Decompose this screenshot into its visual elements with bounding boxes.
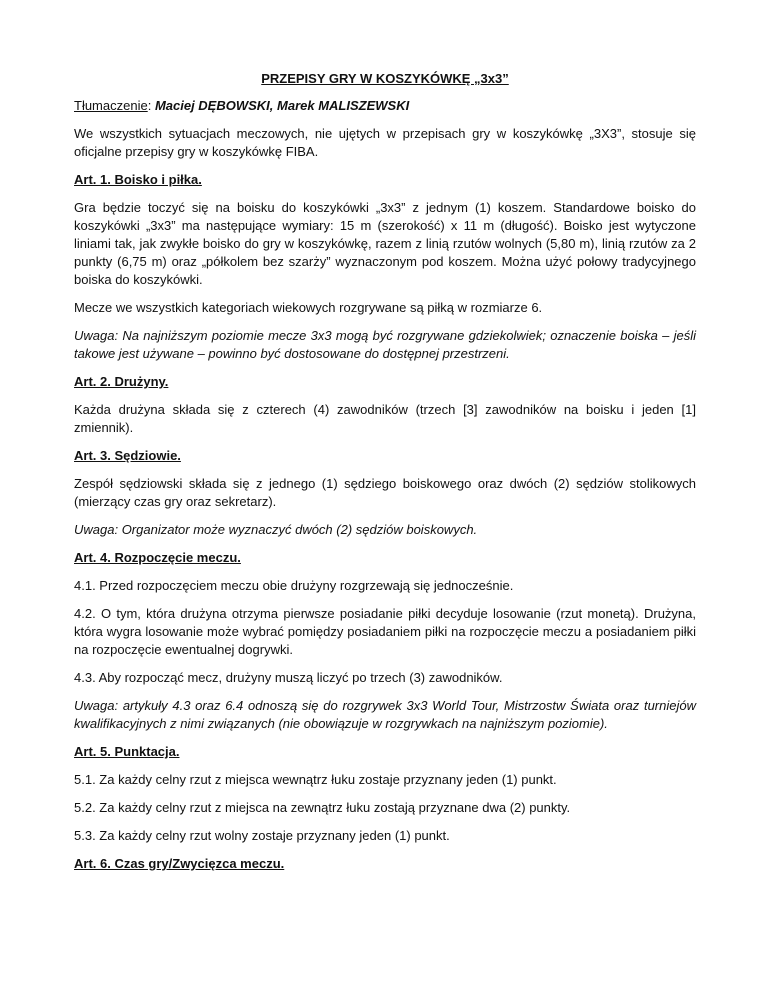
- art2-heading: Art. 2. Drużyny.: [74, 374, 169, 389]
- art3-note: Uwaga: Organizator może wyznaczyć dwóch (2) sędziów boiskowych.: [74, 522, 478, 537]
- art1-note: Uwaga: Na najniższym poziomie mecze 3x3 mogą być rozgrywane gdziekolwiek; oznaczenie boiska – jeśli takowe jest używane – powinno być dostosowane do dostępnej przestrzeni.: [74, 328, 696, 361]
- art1-heading: Art. 1. Boisko i piłka.: [74, 172, 202, 187]
- translator-names: Maciej DĘBOWSKI, Marek MALISZEWSKI: [154, 98, 410, 113]
- art3-paragraph-1: Zespół sędziowski składa się z jednego (1) sędziego boiskowego oraz dwóch (2) sędziów stolikowych (mierzący czas gry oraz sekretarz).: [74, 476, 696, 509]
- art5-heading: Art. 5. Punktacja.: [74, 744, 180, 759]
- art1-paragraph-2: Mecze we wszystkich kategoriach wiekowych rozgrywane są piłką w rozmiarze 6.: [74, 300, 543, 315]
- art4-note: Uwaga: artykuły 4.3 oraz 6.4 odnoszą się do rozgrywek 3x3 World Tour, Mistrzostw Świata oraz turniejów kwalifikacyjnych z nimi związanych (nie obowiązuje w rozgrywkach na najniższym poziomie).: [74, 698, 696, 731]
- art2-paragraph-1: Każda drużyna składa się z czterech (4) zawodników (trzech [3] zawodników na boisku i jeden [1] zmiennik).: [74, 402, 696, 435]
- intro-paragraph: We wszystkich sytuacjach meczowych, nie ujętych w przepisach gry w koszykówkę „3X3”, stosuje się oficjalne przepisy gry w koszykówkę FIBA.: [74, 126, 696, 159]
- art5-paragraph-2: 5.2. Za każdy celny rzut z miejsca na zewnątrz łuku zostają przyznane dwa (2) punkty.: [74, 800, 571, 815]
- art6-heading: Art. 6. Czas gry/Zwycięzca meczu.: [74, 856, 285, 871]
- translation-separator: :: [147, 98, 155, 113]
- translation-line: [74, 97, 696, 115]
- art4-heading: Art. 4. Rozpoczęcie meczu.: [74, 550, 241, 565]
- art4-paragraph-1: 4.1. Przed rozpoczęciem meczu obie drużyny rozgrzewają się jednocześnie.: [74, 578, 514, 593]
- translation-label: Tłumaczenie: [74, 98, 148, 113]
- art5-paragraph-3: 5.3. Za każdy celny rzut wolny zostaje przyznany jeden (1) punkt.: [74, 828, 450, 843]
- art5-paragraph-1: 5.1. Za każdy celny rzut z miejsca wewnątrz łuku zostaje przyznany jeden (1) punkt.: [74, 772, 557, 787]
- art4-paragraph-2: 4.2. O tym, która drużyna otrzyma pierwsze posiadanie piłki decyduje losowanie (rzut monetą). Drużyna, która wygra losowanie może wybrać pomiędzy posiadaniem piłki na rozpoczęcie meczu a posiadaniem piłki na rozpoczęcie ewentualnej dogrywki.: [74, 606, 696, 657]
- art3-heading: Art. 3. Sędziowie.: [74, 448, 181, 463]
- art1-paragraph-1: Gra będzie toczyć się na boisku do koszykówki „3x3” z jednym (1) koszem. Standardowe boisko do koszykówki „3x3” ma następujące wymiary: 15 m (szerokość) x 11 m (długość). Boisko jest wytyczone liniami tak, jak zwykłe boisko do gry w koszykówkę, razem z linią rzutów wolnych (5,80 m), linią rzutów za 2 punkty (6,75 m) oraz „półkolem bez szarży” wyznaczonym pod koszem. Można użyć połowy tradycyjnego boiska do koszykówki.: [74, 200, 696, 287]
- document-title: PRZEPISY GRY W KOSZYKÓWKĘ „3x3”: [261, 71, 509, 86]
- art4-paragraph-3: 4.3. Aby rozpocząć mecz, drużyny muszą liczyć po trzech (3) zawodników.: [74, 670, 503, 685]
